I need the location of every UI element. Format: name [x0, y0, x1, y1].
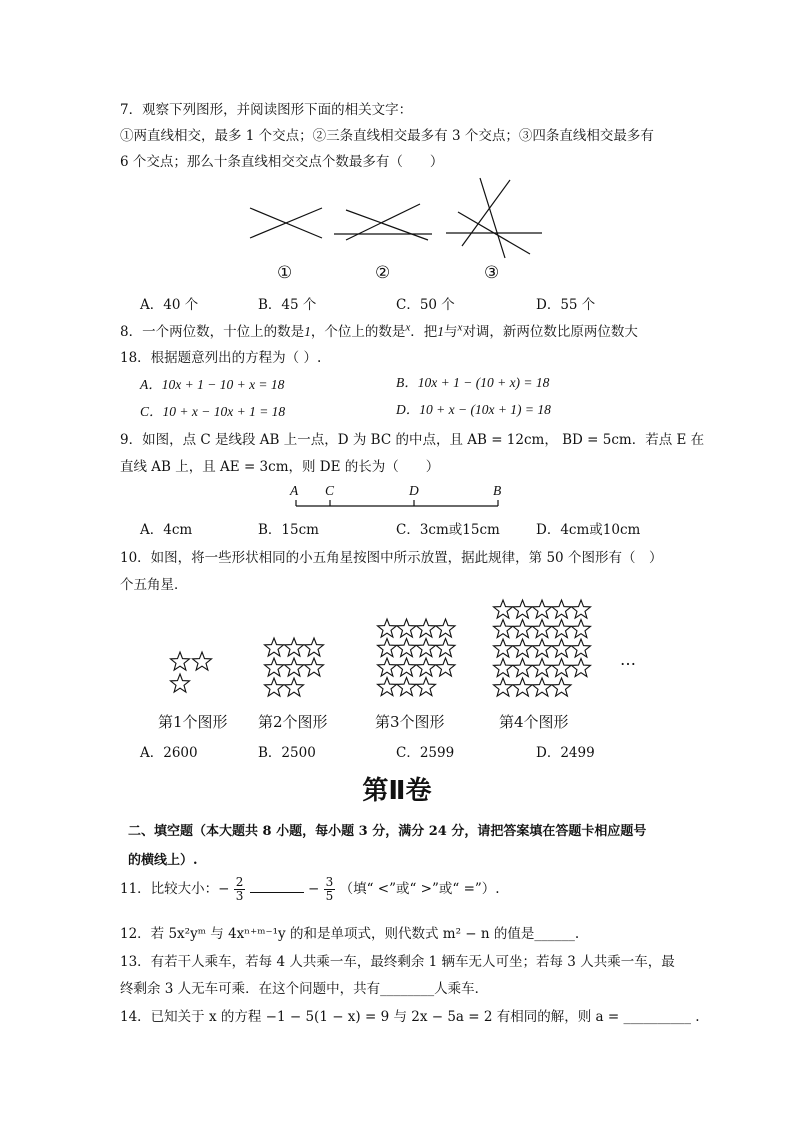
q7-option-c: C．50 个	[396, 297, 455, 313]
q7-fig-label-3: ③	[484, 263, 500, 283]
q9-option-c: C．3cm或15cm	[396, 522, 500, 538]
q10-option-c: C．2599	[396, 745, 455, 761]
fig4-star	[513, 659, 532, 677]
q7-option-b: B．45 个	[258, 297, 317, 313]
q11-suffix: （填“ <”或“ >”或“ =”）.	[339, 881, 500, 897]
q8-x: x	[405, 321, 411, 334]
fig4-star	[533, 659, 552, 677]
fig3-star	[378, 619, 397, 637]
q10-option-d: D．2499	[536, 745, 595, 761]
q10-option-a: A．2600	[140, 745, 198, 761]
q9-point-b: B	[493, 483, 502, 498]
fig4-star	[572, 620, 591, 638]
fig2-star	[305, 658, 324, 676]
fig4-star	[513, 620, 532, 638]
fig3-star	[417, 619, 436, 637]
q10-ellipsis: …	[620, 650, 636, 669]
fig2-star	[285, 638, 304, 656]
q13-line1: 13．有若干人乘车，若每 4 人共乘一车，最终剩余 1 辆车无人可坐；若每 3 人共乘一车，最	[120, 954, 675, 970]
part2-heading-line1: 二、填空题（本大题共 8 小题，每小题 3 分，满分 24 分，请把答案填在答题卡相应题号	[128, 824, 647, 839]
q9-option-d: D．4cm或10cm	[536, 522, 641, 538]
q11-prefix: 11．比较大小：−	[120, 881, 230, 897]
q11-line	[120, 876, 500, 903]
fig3-star	[397, 678, 416, 696]
fig4-star	[533, 620, 552, 638]
q11-answer-blank[interactable]	[250, 892, 304, 893]
q7-line2: ①两直线相交，最多 1 个交点；②三条直线相交最多有 3 个交点；③四条直线相交最多有	[120, 128, 654, 144]
q9-option-b: B．15cm	[258, 522, 319, 538]
fig4-star	[494, 600, 513, 618]
fig2-star	[265, 658, 284, 676]
fig4-star	[552, 639, 571, 657]
fig3-star	[378, 678, 397, 696]
fig4-star	[494, 659, 513, 677]
fig4-star	[513, 678, 532, 696]
q7-line3: 6 个交点；那么十条直线相交交点个数最多有（ ）	[120, 154, 444, 170]
fig4-star	[572, 659, 591, 677]
q11-fraction-2: $\frac{3}{5}$	[325, 875, 334, 903]
fig4-star	[494, 678, 513, 696]
q13-line2: 终剩余 3 人无车可乘．在这个问题中，共有________人乘车．	[120, 981, 489, 997]
q10-fig-label-4: 第4个图形	[499, 713, 569, 731]
q7-fig-label-1: ①	[277, 263, 293, 283]
q8-one: 1	[304, 324, 311, 339]
fig4-star	[552, 620, 571, 638]
fig3-star	[378, 658, 397, 676]
q10-fig-label-1: 第1个图形	[158, 713, 228, 731]
q10-line2: 个五角星．	[120, 577, 188, 593]
fig4-star	[494, 639, 513, 657]
fig1-star	[171, 652, 190, 670]
q9-option-a: A．4cm	[140, 522, 193, 538]
fig3-star	[378, 639, 397, 657]
fig2-star	[305, 638, 324, 656]
q8-line1-d: 与	[443, 324, 458, 340]
q8-one2: 1	[437, 324, 444, 339]
q8-option-c: C．10 + x − 10x + 1 = 18	[140, 404, 286, 419]
q8-option-b: B．10x + 1 − (10 + x) = 18	[396, 375, 550, 390]
q10-line1: 10．如图，将一些形状相同的小五角星按图中所示放置，据此规律，第 50 个图形有（ ）	[120, 550, 663, 566]
fig4-star	[533, 600, 552, 618]
q8-line1-b: ，个位上的数是	[310, 324, 406, 340]
section-title: 第Ⅱ卷	[362, 776, 432, 806]
part2-heading-line2: 的横线上）.	[128, 853, 198, 868]
q9-point-a: A	[290, 483, 299, 498]
fig3-star	[397, 658, 416, 676]
q8-line1-e: 对调，新两位数比原两位数大	[462, 324, 638, 340]
q10-fig-label-3: 第3个图形	[375, 713, 445, 731]
q7-stem: 7．观察下列图形，并阅读图形下面的相关文字：	[120, 102, 413, 118]
fig3-star	[417, 658, 436, 676]
fig1-star	[193, 652, 212, 670]
q7-fig-label-2: ②	[375, 263, 391, 283]
q9-line1: 9．如图，点 C 是线段 AB 上一点，D 为 BC 的中点，且 AB = 12cm， BD = 5cm．若点 E 在	[120, 432, 705, 448]
q9-point-d: D	[409, 483, 419, 498]
fig4-star	[572, 639, 591, 657]
fig4-star	[494, 620, 513, 638]
fig2-star	[285, 658, 304, 676]
q11-minus: −	[308, 881, 320, 897]
fig4-star	[552, 600, 571, 618]
fig4-star	[513, 600, 532, 618]
q7-option-d: D．55 个	[536, 297, 596, 313]
fig4-star	[552, 678, 571, 696]
q8-line2: 18．根据题意列出的方程为（ ）.	[120, 350, 322, 366]
fig1-star	[171, 674, 190, 692]
q8-line1-c: ．把	[410, 324, 438, 340]
q10-option-b: B．2500	[258, 745, 316, 761]
q9-point-c: C	[325, 483, 335, 498]
q11-fraction-1: $\frac{2}{3}$	[235, 875, 244, 903]
fig3-star	[436, 639, 455, 657]
q8-option-a: A．10x + 1 − 10 + x = 18	[140, 377, 285, 392]
q8-x2: x	[457, 321, 463, 334]
fig2-star	[265, 638, 284, 656]
q12-line: 12．若 5x²yᵐ 与 4xⁿ⁺ᵐ⁻¹y 的和是单项式，则代数式 m² − n 的值是______.	[120, 926, 580, 942]
q7-option-a: A．40 个	[140, 297, 199, 313]
fig3-star	[436, 658, 455, 676]
fig2-star	[265, 678, 284, 696]
fig3-star	[397, 619, 416, 637]
fig4-star	[533, 639, 552, 657]
fig3-star	[417, 678, 436, 696]
fig4-star	[572, 600, 591, 618]
fig4-star	[533, 678, 552, 696]
fig4-star	[552, 659, 571, 677]
q9-line2: 直线 AB 上，且 AE = 3cm，则 DE 的长为（ ）	[120, 459, 440, 475]
q10-fig-label-2: 第2个图形	[258, 713, 328, 731]
fig3-star	[397, 639, 416, 657]
fig4-star	[513, 639, 532, 657]
q8-option-d: D．10 + x − (10x + 1) = 18	[396, 402, 551, 417]
fig3-star	[417, 639, 436, 657]
fig2-star	[285, 678, 304, 696]
q8-line1-a: 8．一个两位数，十位上的数是	[120, 324, 305, 340]
q14-line: 14．已知关于 x 的方程 −1 − 5(1 − x) = 9 与 2x − 5a = 2 有相同的解，则 a = __________ .	[120, 1009, 700, 1025]
fig3-star	[436, 619, 455, 637]
